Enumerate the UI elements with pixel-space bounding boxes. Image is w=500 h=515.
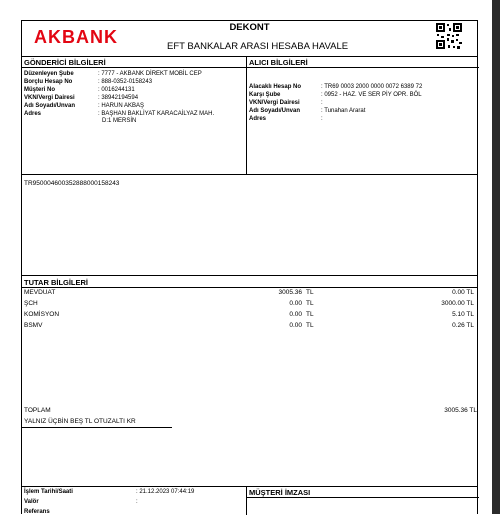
amount-row-value-2: 5.10 TL (452, 311, 474, 318)
receiver-label: Adı Soyadı/Unvan (249, 108, 301, 114)
sender-label: Borçlu Hesap No (24, 79, 73, 85)
amount-row-name: MEVDUAT (24, 289, 56, 296)
amount-row-value: 0.00 (289, 322, 302, 329)
header-divider (22, 56, 477, 57)
receiver-value: : Tunahan Ararat (321, 108, 366, 114)
description-text: TR950004600352888000158243 (24, 180, 120, 187)
qr-code-icon (435, 22, 463, 50)
sender-value: : 888-0352-0158243 (98, 79, 153, 85)
sender-section-title: GÖNDERİCİ BİLGİLERİ (24, 58, 106, 67)
amount-row-name: KOMİSYON (24, 311, 60, 318)
footer-top-divider (22, 486, 477, 487)
amounts-title-underline (22, 287, 477, 288)
valor-label: Valör (24, 499, 39, 505)
reference-label: Referans (24, 509, 50, 515)
receiver-label: Karşı Şube (249, 92, 281, 98)
signature-title: MÜŞTERİ İMZASI (249, 488, 311, 497)
sender-label: Adres (24, 111, 42, 117)
sender-label: Müşteri No (24, 87, 56, 93)
amount-row-value-2: 0.00 TL (452, 289, 474, 296)
receiver-label: Adres (249, 116, 267, 122)
date-label: İşlem Tarihi/Saati (24, 489, 73, 495)
sender-address-line2: D:1 MERSİN (102, 118, 137, 124)
footer-divider (246, 486, 247, 515)
info-bottom-divider (22, 174, 477, 175)
signature-title-underline (246, 497, 479, 498)
date-value: : 21.12.2023 07:44:19 (136, 489, 195, 495)
document-subtitle: EFT BANKALAR ARASI HESABA HAVALE (167, 41, 349, 52)
amount-row-currency: TL (306, 322, 314, 329)
amount-row-name: BSMV (24, 322, 43, 329)
amount-row-value: 3005.36 (278, 289, 302, 296)
amount-row-currency: TL (306, 289, 314, 296)
sender-value: : BAŞHAN BAKLİYAT KARACAİLYAZ MAH. (98, 111, 215, 117)
sender-value: : 7777 - AKBANK DİREKT MOBİL CEP (98, 71, 202, 77)
receiver-label: Alacaklı Hesap No (249, 84, 302, 90)
sender-label: Adı Soyadı/Unvan (24, 103, 76, 109)
amount-row-name: ŞCH (24, 300, 38, 307)
document-title: DEKONT (229, 22, 270, 33)
receiver-label: VKN/Vergi Dairesi (249, 100, 300, 106)
total-value: 3005.36 TL (444, 407, 477, 414)
sender-value: : 0016244131 (98, 87, 135, 93)
amount-row-currency: TL (306, 300, 314, 307)
section-divider (246, 56, 247, 174)
amount-row-value: 0.00 (289, 300, 302, 307)
receiver-title-underline (246, 67, 479, 68)
amounts-section-title: TUTAR BİLGİLERİ (24, 278, 89, 287)
receiver-value: : TR69 0003 2000 0000 0072 6389 72 (321, 84, 423, 90)
valor-value: : (136, 499, 138, 505)
receiver-value: : 0952 - HAZ. VE SER PİY OPR. BÖL (321, 92, 422, 98)
bank-logo: AKBANK (34, 27, 118, 47)
receiver-section-title: ALICI BİLGİLERİ (249, 58, 308, 67)
receiver-value: : (321, 116, 323, 122)
amount-row-value-2: 0.26 TL (452, 322, 474, 329)
sender-label: VKN/Vergi Dairesi (24, 95, 75, 101)
amount-row-currency: TL (306, 311, 314, 318)
receiver-value: : (321, 100, 323, 106)
amounts-top-divider (22, 275, 477, 276)
amount-row-value-2: 3000.00 TL (441, 300, 474, 307)
sender-title-underline (22, 67, 246, 68)
total-label: TOPLAM (24, 407, 51, 414)
sender-value: : 38942194594 (98, 95, 139, 101)
window-edge (492, 0, 500, 514)
sender-value: : HARUN AKBAŞ (98, 103, 145, 109)
amount-row-value: 0.00 (289, 311, 302, 318)
amount-in-words: YALNIZ ÜÇBİN BEŞ TL OTUZALTI KR (24, 418, 136, 425)
receipt-document (21, 20, 478, 514)
words-underline (22, 427, 172, 428)
sender-label: Düzenleyen Şube (24, 71, 74, 77)
